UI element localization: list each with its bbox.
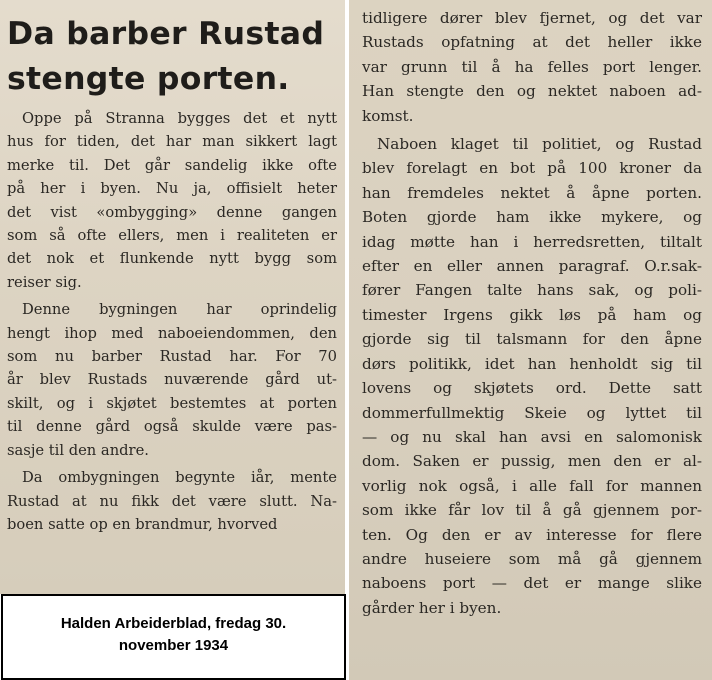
caption-line: Halden Arbeiderblad, fredag 30. bbox=[60, 615, 287, 632]
article-text-line: på her i byen. Nu ja, offisielt heter bbox=[7, 180, 337, 198]
article-text-line: lovens og skjøtets ord. Dette satt bbox=[362, 379, 702, 398]
article-text-line: sasje til den andre. bbox=[7, 441, 149, 459]
article-text-line: merke til. Det går sandelig ikke ofte bbox=[7, 156, 337, 174]
article-text-line: Rustad at nu fikk det være slutt. Na- bbox=[7, 492, 337, 510]
article-paragraph bbox=[362, 6, 702, 128]
source-caption bbox=[1, 594, 346, 680]
article-text-line: boen satte op en brandmur, hvorved bbox=[7, 515, 278, 533]
article-text-line: gårder her i byen. bbox=[362, 598, 502, 617]
clipping-left-column bbox=[0, 0, 345, 594]
article-text-line: hus for tiden, det har man sikkert lagt bbox=[7, 133, 337, 151]
article-text-line: Rustads opfatning at det heller ikke bbox=[362, 33, 702, 52]
article-text-line: dørs politikk, idet han henholdt sig til bbox=[362, 354, 702, 373]
article-text-line: til denne gård også skulde være pas- bbox=[7, 418, 337, 436]
article-text-line: Denne bygningen har oprindelig bbox=[22, 301, 337, 319]
article-headline bbox=[7, 12, 337, 102]
article-text-line: gjorde sig til talsmann for den åpne bbox=[362, 330, 702, 349]
right-column-body bbox=[362, 6, 702, 620]
article-text-line: som nu barber Rustad har. For 70 bbox=[7, 348, 337, 366]
article-text-line: idag møtte han i herredsretten, tiltalt bbox=[362, 232, 702, 251]
article-text-line: ten. Og den er av interesse for flere bbox=[362, 525, 702, 544]
left-column-body bbox=[7, 107, 337, 536]
article-text-line: Han stengte den og nektet naboen ad- bbox=[362, 82, 702, 101]
article-text-line: år blev Rustads nuværende gård ut- bbox=[7, 371, 337, 389]
article-paragraph bbox=[7, 466, 337, 536]
article-text-line: efter en eller annen paragraf. O.r.sak- bbox=[362, 257, 702, 276]
article-text-line: Da ombygningen begynte iår, mente bbox=[22, 469, 337, 487]
article-text-line: det vist «ombygging» denne gangen bbox=[7, 203, 337, 221]
article-paragraph bbox=[7, 107, 337, 294]
article-text-line: — og nu skal han avsi en salomonisk bbox=[362, 427, 702, 446]
article-text-line: som så ofte ellers, men i realiteten er bbox=[7, 227, 337, 245]
article-text-line: hengt ihop med naboeiendommen, den bbox=[7, 324, 337, 342]
article-paragraph bbox=[362, 132, 702, 620]
headline-line: stengte porten. bbox=[7, 61, 290, 97]
article-text-line: blev forelagt en bot på 100 kroner da bbox=[362, 159, 702, 178]
article-text-line: reiser sig. bbox=[7, 273, 82, 291]
article-text-line: andre huseiere som må gå gjennem bbox=[362, 549, 702, 568]
article-text-line: som ikke får lov til å gå gjennem por- bbox=[362, 501, 702, 520]
headline-line: Da barber Rustad bbox=[7, 16, 325, 52]
clipping-right-column bbox=[349, 0, 712, 680]
article-text-line: Oppe på Stranna bygges det et nytt bbox=[22, 110, 337, 127]
article-text-line: Naboen klaget til politiet, og Rustad bbox=[377, 135, 702, 154]
article-text-line: naboens port — det er mange slike bbox=[362, 574, 702, 593]
article-text-line: vorlig nok også, i alle fall for mannen bbox=[362, 476, 702, 495]
article-text-line: komst. bbox=[362, 106, 414, 125]
article-text-line: skilt, og i skjøtet bestemtes at porten bbox=[7, 394, 337, 412]
caption-line: november 1934 bbox=[118, 637, 229, 654]
article-text-line: det nok et flunkende nytt bygg som bbox=[7, 250, 337, 268]
article-paragraph bbox=[7, 298, 337, 462]
article-text-line: Boten gjorde ham ikke mykere, og bbox=[362, 208, 702, 227]
article-text-line: tidligere dører blev fjernet, og det var bbox=[362, 9, 702, 27]
article-text-line: fører Fangen talte hans sak, og poli- bbox=[362, 281, 702, 300]
article-text-line: timester Irgens gikk løs på ham og bbox=[362, 305, 702, 324]
article-text-line: var grunn til å ha felles port lenger. bbox=[362, 57, 702, 76]
article-text-line: han fremdeles nektet å åpne porten. bbox=[362, 183, 702, 202]
article-text-line: dom. Saken er pussig, men den er al- bbox=[362, 452, 702, 471]
article-text-line: dommerfullmektig Skeie og lyttet til bbox=[362, 403, 702, 422]
